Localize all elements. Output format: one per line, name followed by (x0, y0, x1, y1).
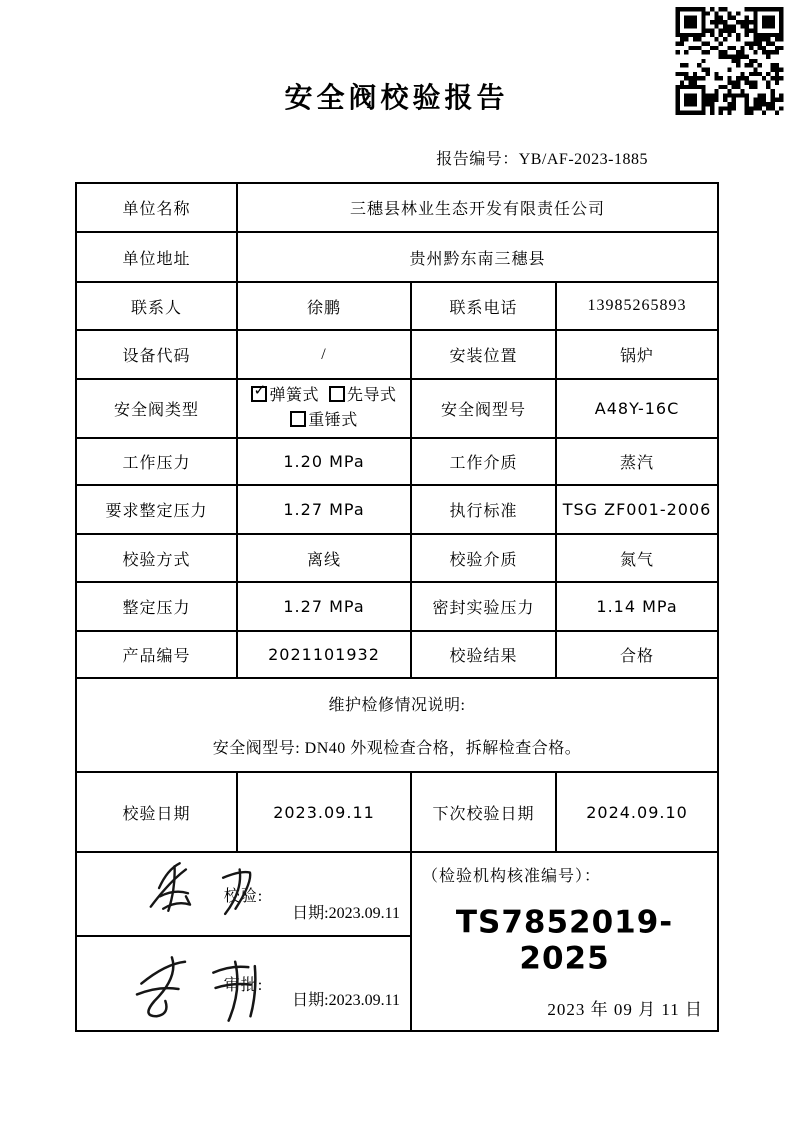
device-code-label: 设备代码 (76, 330, 237, 379)
unit-name-label: 单位名称 (76, 183, 237, 232)
phone-label: 联系电话 (411, 282, 556, 330)
maintenance-note-content: 安全阀型号: DN40 外观检查合格，拆解检查合格。 (212, 740, 582, 757)
verify-date: 日期:2023.09.11 (292, 905, 400, 922)
table-row (76, 582, 718, 631)
install-position-label: 安装位置 (411, 330, 556, 379)
work-pressure-value: 1.20 MPa (237, 438, 411, 485)
table-row (76, 438, 718, 485)
table-row (76, 330, 718, 379)
report-number: 报告编号：YB/AF-2023-1885 (436, 151, 648, 168)
product-number-value: 2021101932 (237, 631, 411, 678)
agency-date: 2023 年 09 月 11 日 (547, 1000, 704, 1019)
required-set-pressure-label: 要求整定压力 (76, 485, 237, 534)
agency-approval-cell (411, 852, 718, 1031)
device-code-value: / (237, 330, 411, 379)
work-medium-label: 工作介质 (411, 438, 556, 485)
checkbox-checked-icon: ✓ (251, 386, 267, 402)
seal-test-pressure-label: 密封实验压力 (411, 582, 556, 631)
table-row (76, 485, 718, 534)
table-row (76, 534, 718, 582)
product-number-label: 产品编号 (76, 631, 237, 678)
unit-address-label: 单位地址 (76, 232, 237, 282)
calibration-date-value: 2023.09.11 (237, 772, 411, 852)
page-title: 安全阀校验报告 (284, 83, 509, 114)
valve-model-label: 安全阀型号 (411, 379, 556, 438)
agency-approval-label: （检验机构核准编号）： (422, 868, 602, 885)
valve-model-value: A48Y-16C (556, 379, 718, 438)
table-row (76, 852, 718, 936)
install-position-value: 锅炉 (556, 330, 718, 379)
unit-address-value: 贵州黔东南三穗县 (237, 232, 718, 282)
valve-type-option-pilot: 先导式 (347, 386, 397, 404)
contact-label: 联系人 (76, 282, 237, 330)
maintenance-note-title: 维护检修情况说明: (328, 697, 466, 714)
table-row (76, 232, 718, 282)
approve-signature (119, 953, 299, 1025)
next-calibration-date-label: 下次校验日期 (411, 772, 556, 852)
valve-type-option-spring: 弹簧式 (269, 386, 319, 404)
valve-type-label: 安全阀类型 (76, 379, 237, 438)
calibration-result-value: 合格 (556, 631, 718, 678)
approve-label: 审批: (223, 977, 264, 994)
verify-signature-cell (76, 852, 411, 936)
calibration-date-label: 校验日期 (76, 772, 237, 852)
table-row (76, 631, 718, 678)
standard-label: 执行标准 (411, 485, 556, 534)
required-set-pressure-value: 1.27 MPa (237, 485, 411, 534)
calibration-medium-label: 校验介质 (411, 534, 556, 582)
checkbox-unchecked-icon (290, 411, 306, 427)
table-row (76, 678, 718, 772)
report-table (75, 182, 719, 1032)
table-row (76, 772, 718, 852)
valve-type-option-weight: 重锤式 (308, 411, 358, 429)
calibration-medium-value: 氮气 (556, 534, 718, 582)
approve-date: 日期:2023.09.11 (292, 992, 400, 1009)
unit-name-value: 三穗县林业生态开发有限责任公司 (237, 183, 718, 232)
seal-test-pressure-value: 1.14 MPa (556, 582, 718, 631)
calibration-method-label: 校验方式 (76, 534, 237, 582)
agency-approval-code: TS7852019-2025 (455, 904, 674, 977)
approve-signature-cell (76, 936, 411, 1031)
set-pressure-value: 1.27 MPa (237, 582, 411, 631)
next-calibration-date-value: 2024.09.10 (556, 772, 718, 852)
contact-value: 徐鹏 (237, 282, 411, 330)
phone-value: 13985265893 (556, 282, 718, 330)
maintenance-note-cell (76, 678, 718, 772)
work-medium-value: 蒸汽 (556, 438, 718, 485)
qr-code-icon (674, 7, 785, 115)
valve-type-options (237, 379, 411, 438)
table-row (76, 282, 718, 330)
table-row (76, 379, 718, 438)
set-pressure-label: 整定压力 (76, 582, 237, 631)
standard-value: TSG ZF001-2006 (556, 485, 718, 534)
calibration-result-label: 校验结果 (411, 631, 556, 678)
checkbox-unchecked-icon (329, 386, 345, 402)
work-pressure-label: 工作压力 (76, 438, 237, 485)
calibration-method-value: 离线 (237, 534, 411, 582)
table-row (76, 183, 718, 232)
verify-label: 校验: (223, 887, 264, 905)
verify-signature (135, 855, 305, 917)
